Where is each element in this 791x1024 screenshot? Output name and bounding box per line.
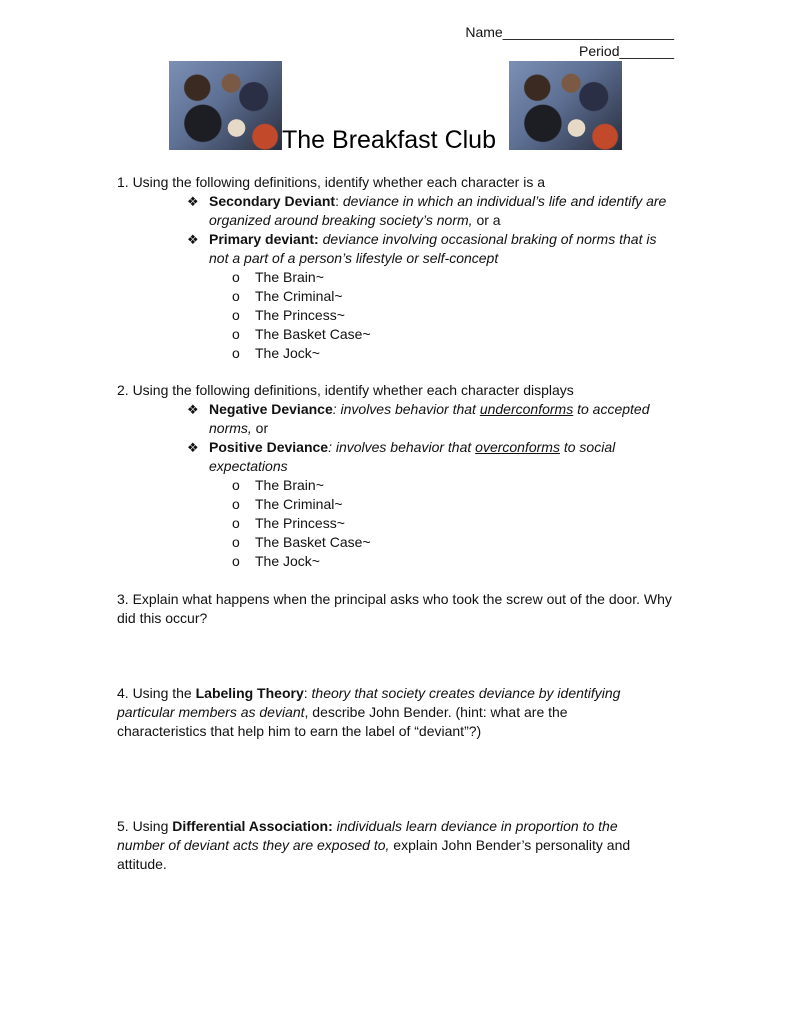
list-item: o The Brain~ xyxy=(232,269,324,285)
circle-bullet-icon: o xyxy=(232,477,240,493)
student-info xyxy=(465,23,674,61)
question-2-intro: 2. Using the following definitions, identify whether each character displays xyxy=(117,382,574,398)
question-2-character-list xyxy=(232,476,371,571)
circle-bullet-icon: o xyxy=(232,326,240,342)
page-title: The Breakfast Club xyxy=(282,126,496,154)
definition-secondary-deviant: ❖ Secondary Deviant: deviance in which an individual’s life and identify are organized around breaking society’s norm, or a xyxy=(187,193,667,228)
circle-bullet-icon: o xyxy=(232,553,240,569)
list-item: o The Basket Case~ xyxy=(232,326,371,342)
diamond-bullet-icon: ❖ xyxy=(187,194,199,209)
diamond-bullet-icon: ❖ xyxy=(187,402,199,417)
list-item: o The Princess~ xyxy=(232,307,345,323)
circle-bullet-icon: o xyxy=(232,307,240,323)
definition-negative-deviance: ❖ Negative Deviance: involves behavior that underconforms to accepted norms, or xyxy=(187,401,650,436)
question-5: 5. Using Differential Association: individuals learn deviance in proportion to the number of deviant acts they are exposed to, explain John Bender’s personality and attitude. xyxy=(117,818,631,872)
list-item: o The Princess~ xyxy=(232,515,345,531)
circle-bullet-icon: o xyxy=(232,515,240,531)
cast-photo-left xyxy=(169,61,282,150)
cast-photo-right xyxy=(509,61,622,150)
question-1-intro: 1. Using the following definitions, identify whether each character is a xyxy=(117,174,546,190)
circle-bullet-icon: o xyxy=(232,534,240,550)
list-item: o The Brain~ xyxy=(232,477,324,493)
period-line: Period_______ xyxy=(579,43,674,59)
question-3: 3. Explain what happens when the principal asks who took the screw out of the door. Why did this occur? xyxy=(117,591,672,626)
circle-bullet-icon: o xyxy=(232,345,240,361)
circle-bullet-icon: o xyxy=(232,496,240,512)
list-item: o The Jock~ xyxy=(232,345,320,361)
circle-bullet-icon: o xyxy=(232,269,240,285)
circle-bullet-icon: o xyxy=(232,288,240,304)
diamond-bullet-icon: ❖ xyxy=(187,232,199,247)
list-item: o The Criminal~ xyxy=(232,288,343,304)
question-4: 4. Using the Labeling Theory: theory that society creates deviance by identifying particular members as deviant, describe John Bender. (hint: what are the characteristics that help him to earn the label of “deviant”?) xyxy=(117,685,621,739)
list-item: o The Basket Case~ xyxy=(232,534,371,550)
diamond-bullet-icon: ❖ xyxy=(187,440,199,455)
name-line: Name______________________ xyxy=(465,24,674,40)
question-1-definitions xyxy=(187,192,674,268)
definition-positive-deviance: ❖ Positive Deviance: involves behavior that overconforms to social expectations xyxy=(187,439,616,474)
list-item: o The Jock~ xyxy=(232,553,320,569)
question-2-definitions xyxy=(187,400,674,476)
question-1-character-list xyxy=(232,268,371,363)
list-item: o The Criminal~ xyxy=(232,496,343,512)
definition-primary-deviant: ❖ Primary deviant: deviance involving occasional braking of norms that is not a part of a person’s lifestyle or self-concept xyxy=(187,231,657,266)
